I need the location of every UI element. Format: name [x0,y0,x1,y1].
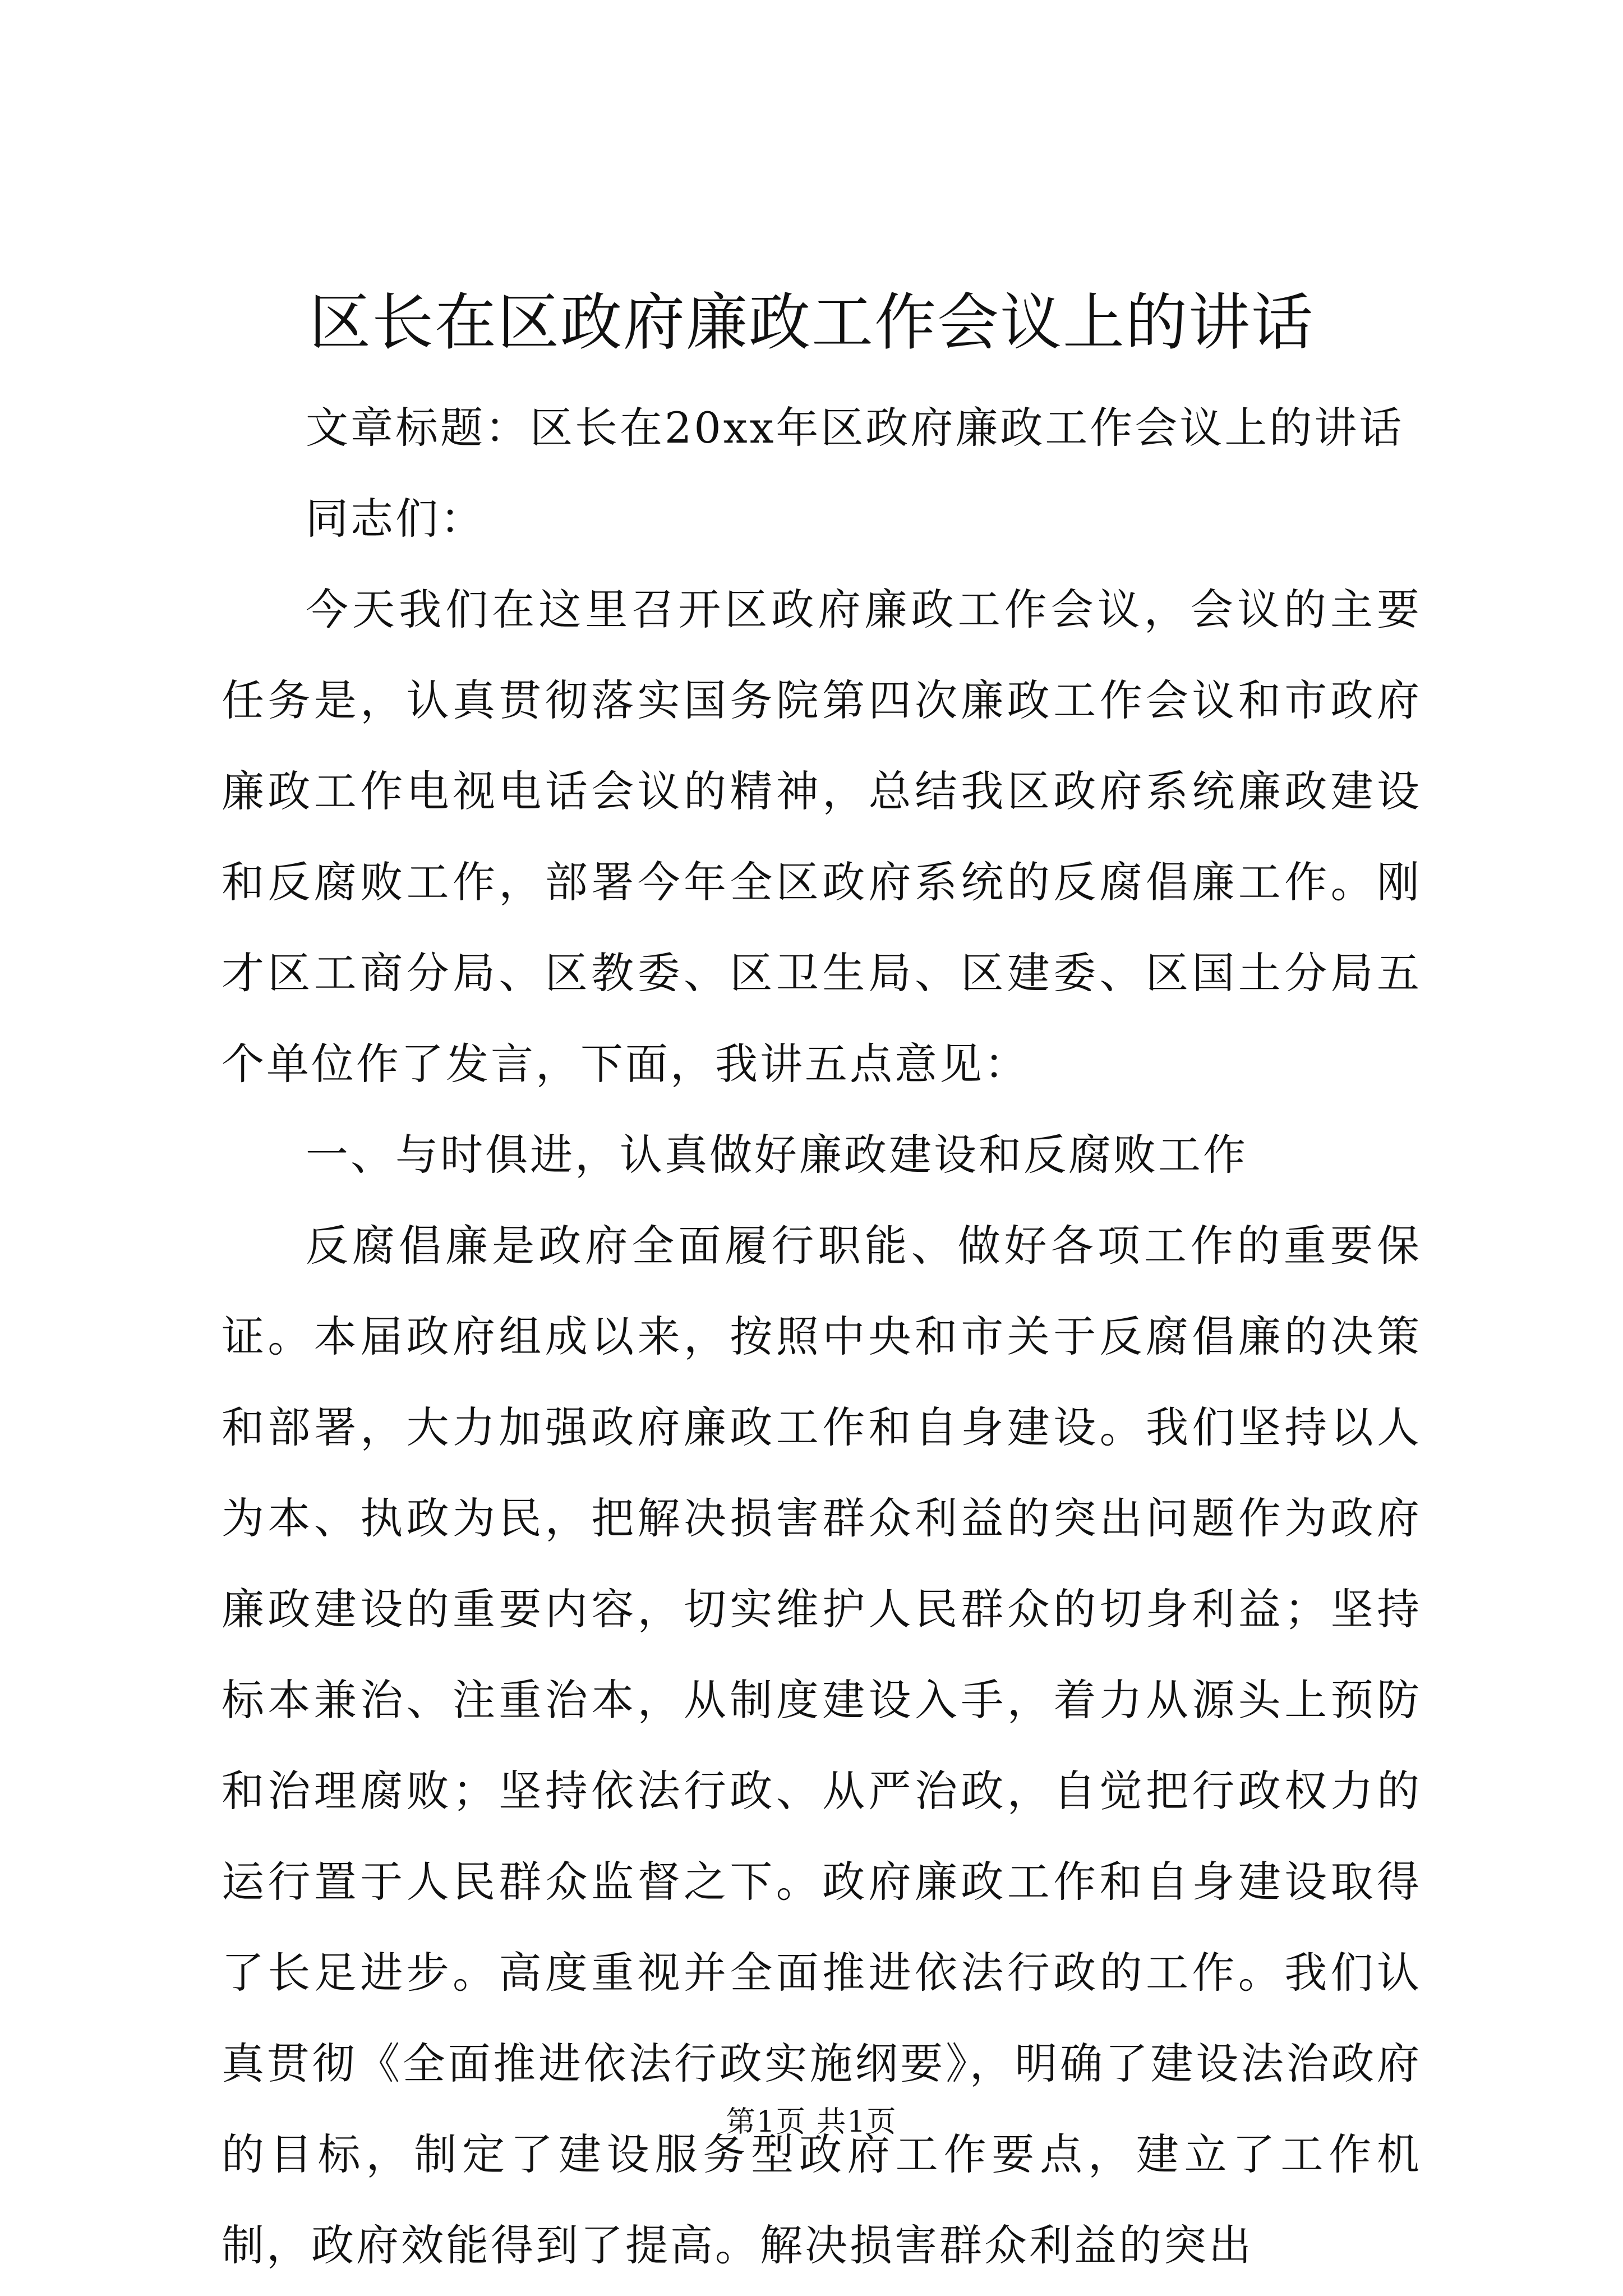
section-1-paragraph: 反腐倡廉是政府全面履行职能、做好各项工作的重要保证。本届政府组成以来，按照中央和市关于反腐倡廉的决策和部署，大力加强政府廉政工作和自身建设。我们坚持以人为本、执政为民，把解决损害群众利益的突出问题作为政府廉政建设的重要内容，切实维护人民群众的切身利益；坚持标本兼治、注重治本，从制度建设入手，着力从源头上预防和治理腐败；坚持依法行政、从严治政，自觉把行政权力的运行置于人民群众监督之下。政府廉政工作和自身建设取得了长足进步。高度重视并全面推进依法行政的工作。我们认真贯彻《全面推进依法行政实施纲要》，明确了建设法治政府的目标，制定了建设服务型政府工作要点，建立了工作机制，政府效能得到了提高。解决损害群众利益的突出 [222,1221,1422,2270]
article-title-line: 文章标题：区长在20xx年区政府廉政工作会议上的讲话 [306,403,1404,453]
page-footer: 第1页 共1页 [726,2105,897,2139]
opening-paragraph: 今天我们在这里召开区政府廉政工作会议，会议的主要任务是，认真贯彻落实国务院第四次廉政工作会议和市政府廉政工作电视电话会议的精神，总结我区政府系统廉政建设和反腐败工作，部署今年全区政府系统的反腐倡廉工作。刚才区工商分局、区教委、区卫生局、区建委、区国土分局五个单位作了发言，下面，我讲五点意见： [222,585,1422,1089]
section-heading-1: 一、与时俱进，认真做好廉政建设和反腐败工作 [306,1130,1248,1180]
salutation: 同志们： [306,494,485,544]
document-body [222,383,1422,2291]
document-title: 区长在区政府廉政工作会议上的讲话 [309,287,1314,358]
